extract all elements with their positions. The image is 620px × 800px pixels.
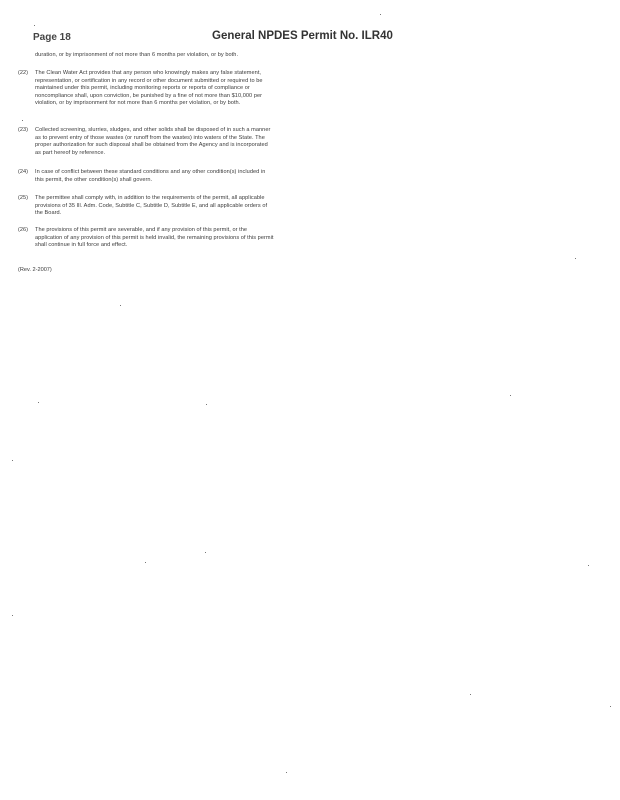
paragraph-text: The Clean Water Act provides that any person who knowingly makes any false statement, representation, or certification in any record or other document submitted or required to be maintained under this permit, including monitoring reports or reports of compliance or noncompliance shall, upon conviction, be punished by a fine of not more than $10,000 per violation, or by imprisonment for not more than 6 months per violation, or by both. — [35, 70, 263, 107]
paragraph-text: The provisions of this permit are severable, and if any provision of this permit, or the application of any provision of this permit is held invalid, the remaining provisions of this permit shall continue in full force and effect. — [35, 227, 274, 249]
paragraph-number: (26) — [18, 227, 28, 233]
scan-speck — [22, 120, 23, 121]
scan-speck — [145, 562, 146, 563]
scan-speck — [588, 565, 589, 566]
scan-speck — [380, 14, 381, 15]
permit-title: General NPDES Permit No. ILR40 — [212, 30, 393, 42]
scan-speck — [510, 395, 511, 396]
revision-date: (Rev. 2-2007) — [18, 267, 52, 273]
scan-speck — [120, 305, 121, 306]
paragraph-number: (22) — [18, 70, 28, 76]
intro-line: duration, or by imprisonment of not more than 6 months per violation, or by both. — [35, 52, 239, 58]
scan-speck — [610, 706, 611, 707]
scan-speck — [205, 552, 206, 553]
paragraph-number: (23) — [18, 127, 28, 133]
scan-speck — [12, 615, 13, 616]
paragraph-number: (24) — [18, 169, 28, 175]
scan-speck — [470, 694, 471, 695]
paragraph-text: Collected screening, slurries, sludges, and other solids shall be disposed of in such a manner as to prevent entry of those wastes (or runoff from the wastes) into waters of the State. The proper authorization for such disposal shall be obtained from the Agency and is incorporated as part hereof by reference. — [35, 127, 271, 156]
scan-speck — [206, 404, 207, 405]
scan-speck — [286, 772, 287, 773]
scan-speck — [12, 460, 13, 461]
paragraph-text: In case of conflict between these standard conditions and any other condition(s) included in this permit, the other condition(s) shall govern. — [35, 169, 266, 183]
scan-speck — [38, 402, 39, 403]
scan-speck — [34, 25, 35, 26]
paragraph-number: (25) — [18, 195, 28, 201]
page-number: Page 18 — [33, 32, 71, 43]
paragraph-text: The permittee shall comply with, in addition to the requirements of the permit, all applicable provisions of 35 Ill. Adm. Code, Subtitle C, Subtitle D, Subtitle E, and all applicable orders of the Board. — [35, 195, 268, 217]
scan-speck — [575, 258, 576, 259]
